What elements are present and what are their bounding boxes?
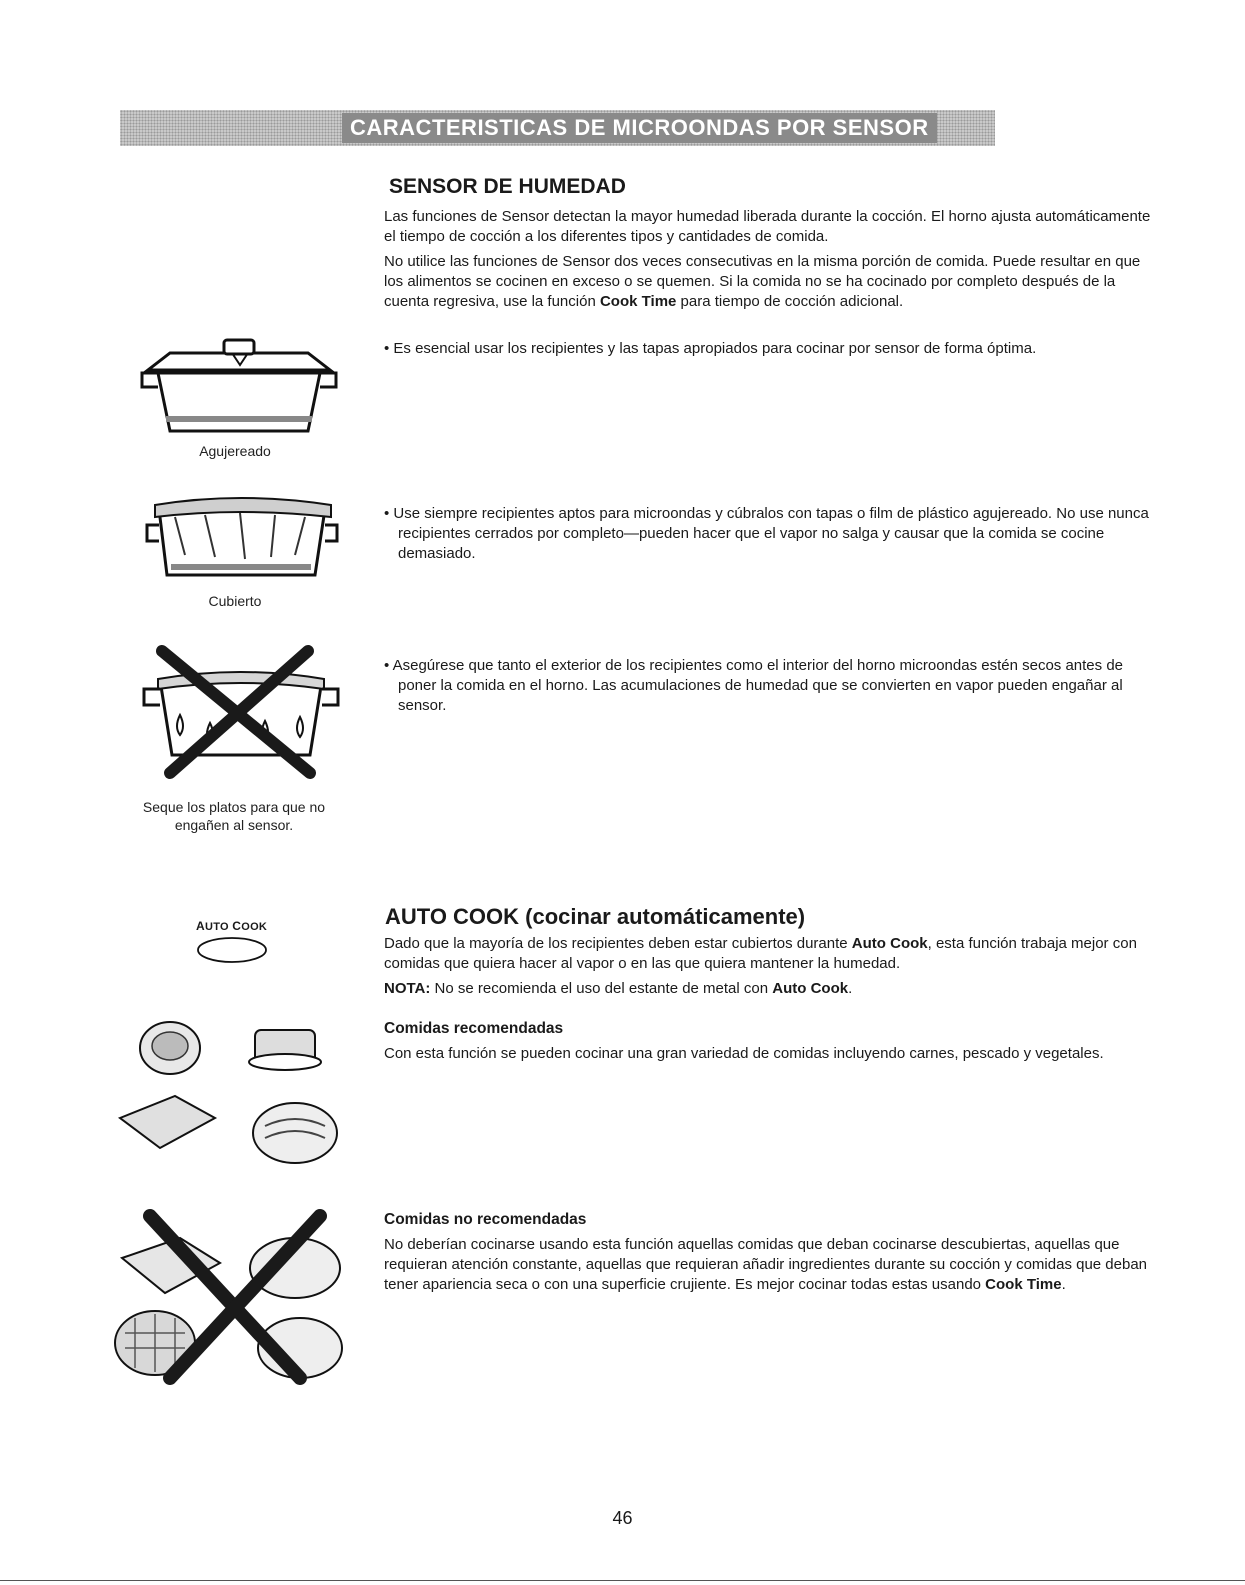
sensor-bullet-1: • Es esencial usar los recipientes y las tapas apropiados para cocinar por sensor de forma óptima. <box>384 340 1037 357</box>
bottom-rule <box>0 1580 1245 1581</box>
sensor-para-1: Las funciones de Sensor detectan la mayor humedad liberada durante la cocción. El horno ajusta automáticamente el tiempo de cocción a los diferentes tipos y cantidades de comida. <box>384 208 1151 245</box>
auto-cook-heading: AUTO COOK (cocinar automáticamente) <box>385 904 806 929</box>
auto-cook-button-label: AUTO COOK <box>196 919 268 933</box>
note-label: NOTA: <box>384 980 431 997</box>
vented-casserole-illustration <box>140 335 340 440</box>
cook-time-term-2: Cook Time <box>985 1276 1062 1293</box>
page-number: 46 <box>612 1508 633 1528</box>
auto-cook-para-1: Dado que la mayoría de los recipientes deben estar cubiertos durante Auto Cook, esta función trabaja mejor con comidas que quiera hacer al vapor o en las que quiera mantener la humedad. <box>384 935 1137 972</box>
covered-dish-illustration <box>145 495 340 587</box>
auto-cook-term: Auto Cook <box>851 935 928 952</box>
auto-cook-note: NOTA: No se recomienda el uso del estante de metal con Auto Cook. <box>384 980 853 997</box>
sensor-bullet-3: • Asegúrese que tanto el exterior de los recipientes como el interior del horno microondas estén secos antes de poner la comida en el horno. Las acumulaciones de humedad que se convierten en vapor pueden engañar al sensor. <box>384 657 1124 714</box>
sensor-heading: SENSOR DE HUMEDAD <box>389 175 626 198</box>
caption-dry-dishes: Seque los platos para que no engañen al sensor. <box>142 799 326 833</box>
sensor-para-2: No utilice las funciones de Sensor dos veces consecutivas en la misma porción de comida. Puede resultar en que los alimentos se cocinen en exceso o se quemen. Si la comida no se ha cocinado por completo después de la cuenta regresiva, use la función Cook Time para tiempo de cocción adicional. <box>384 253 1141 310</box>
not-recommended-heading: Comidas no recomendadas <box>384 1211 587 1228</box>
banner-title: CARACTERISTICAS DE MICROONDAS POR SENSOR <box>342 113 937 143</box>
sensor-bullet-2: • Use siempre recipientes aptos para microondas y cúbralos con tapas o film de plástico agujereado. No use nunca recipientes cerrados por completo—pueden hacer que el vapor no salga y causar que la comida se cocine demasiado. <box>384 505 1149 562</box>
cook-time-term: Cook Time <box>599 293 677 310</box>
auto-cook-term-note: Auto Cook <box>772 980 849 997</box>
recommended-foods-illustration <box>115 1018 345 1168</box>
recommended-text: Con esta función se pueden cocinar una gran variedad de comidas incluyendo carnes, pescado y vegetales. <box>384 1045 1104 1062</box>
caption-vented: Agujereado <box>199 443 271 459</box>
wet-dish-crossed-illustration <box>140 645 340 780</box>
not-recommended-foods-crossed-illustration <box>110 1208 350 1383</box>
auto-cook-button-icon <box>195 936 270 966</box>
caption-covered: Cubierto <box>208 593 262 609</box>
section-banner <box>120 110 995 146</box>
recommended-heading: Comidas recomendadas <box>384 1020 564 1037</box>
not-recommended-text: No deberían cocinarse usando esta función aquellas comidas que deban cocinarse descubiertas, aquellas que requieran atención constante, aquellas que requieran añadir ingredientes durante su cocción y comidas que deban tener apariencia seca o con una superficie crujiente. Es mejor cocinar todas estas usando Cook Time. <box>384 1236 1148 1293</box>
